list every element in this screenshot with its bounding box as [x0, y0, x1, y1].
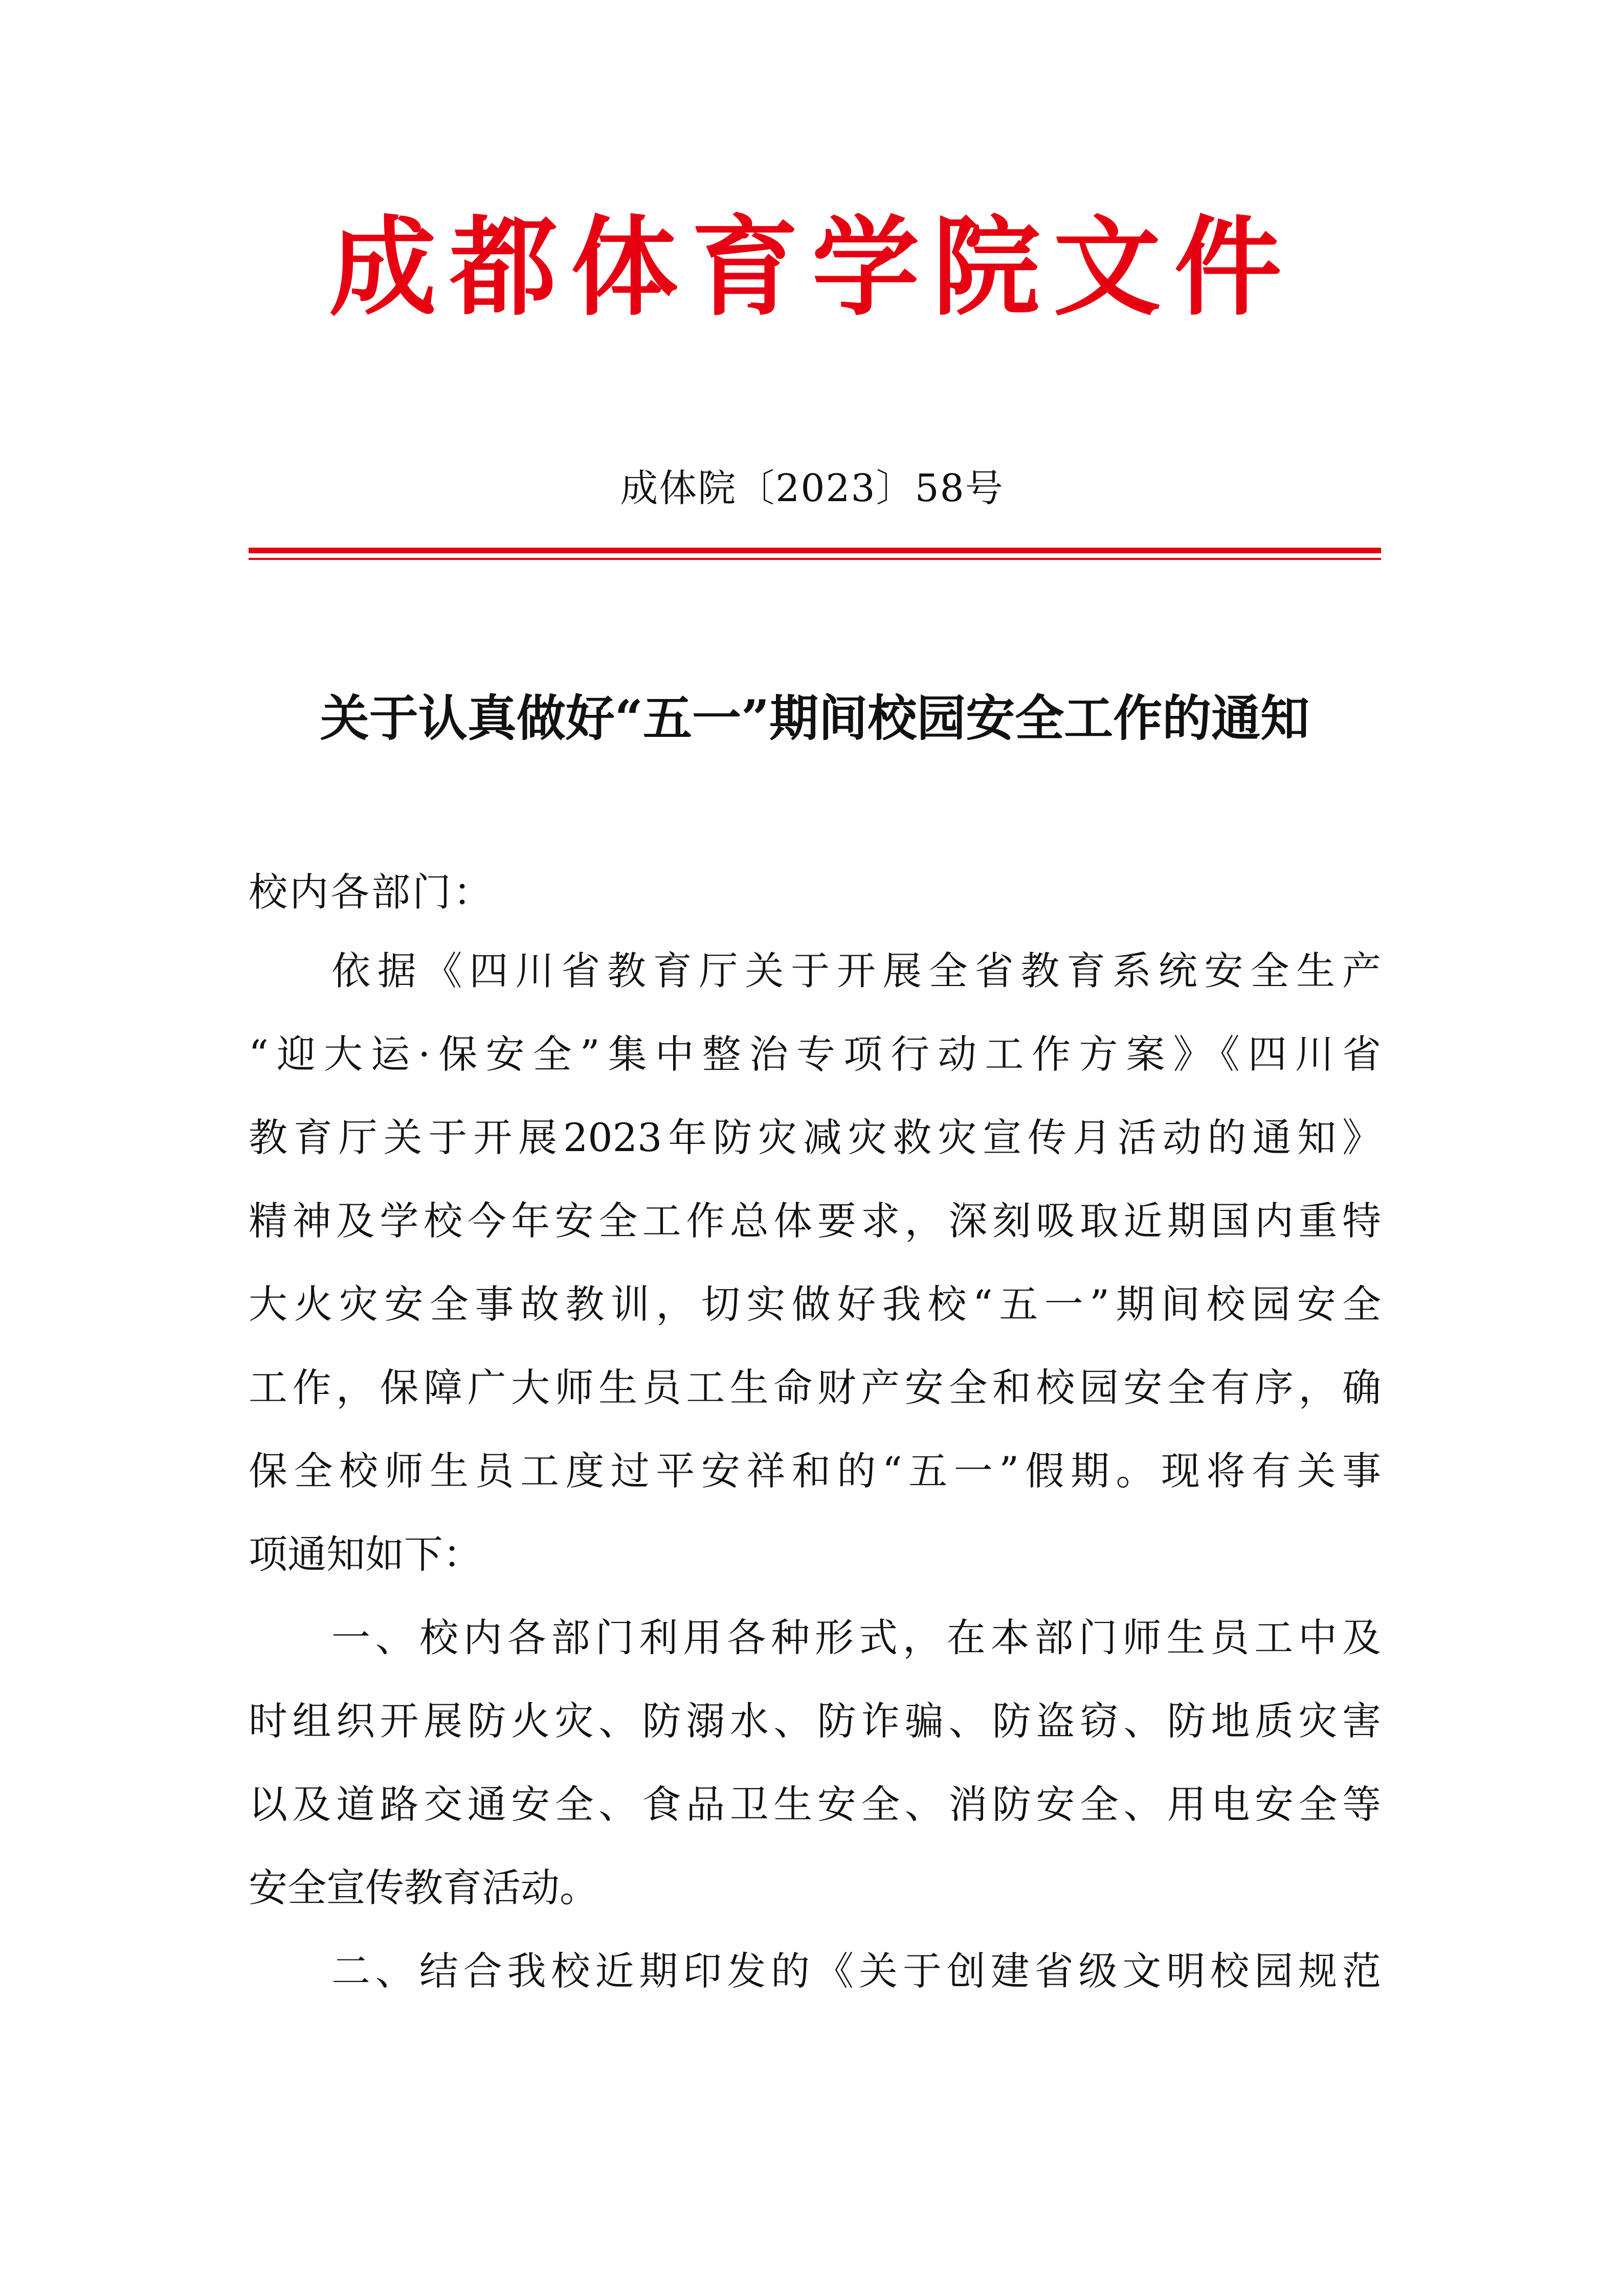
- header-rule-thick: [249, 548, 1381, 553]
- body-line: “迎大运·保安全”集中整治专项行动工作方案》《四川省: [249, 1031, 1381, 1077]
- body-line: 大火灾安全事故教训，切实做好我校“五一”期间校园安全: [249, 1281, 1381, 1327]
- document-header-title: 成都体育学院文件: [329, 204, 1295, 330]
- body-line: 一、校内各部门利用各种形式，在本部门师生员工中及: [331, 1615, 1381, 1660]
- body-line: 以及道路交通安全、食品卫生安全、消防安全、用电安全等: [249, 1782, 1381, 1827]
- body-line: 保全校师生员工度过平安祥和的“五一”假期。现将有关事: [249, 1448, 1381, 1494]
- document-number: 成体院〔2023〕58号: [620, 466, 1004, 510]
- salutation: 校内各部门：: [249, 869, 494, 915]
- notice-title: 关于认真做好“五一”期间校园安全工作的通知: [320, 689, 1310, 747]
- body-line: 安全宣传教育活动。: [249, 1865, 598, 1910]
- body-line: 项通知如下：: [249, 1532, 482, 1577]
- body-line: 时组织开展防火灾、防溺水、防诈骗、防盗窃、防地质灾害: [249, 1698, 1381, 1744]
- header-rule-thin: [249, 558, 1381, 560]
- body-text: [249, 943, 1381, 2027]
- body-line: 工作，保障广大师生员工生命财产安全和校园安全有序，确: [249, 1365, 1381, 1410]
- body-line: 二、结合我校近期印发的《关于创建省级文明校园规范: [331, 1948, 1381, 1994]
- body-line: 依据《四川省教育厅关于开展全省教育系统安全生产: [331, 948, 1381, 994]
- body-line: 精神及学校今年安全工作总体要求，深刻吸取近期国内重特: [249, 1198, 1381, 1244]
- body-line: 教育厅关于开展2023年防灾减灾救灾宣传月活动的通知》: [249, 1115, 1381, 1160]
